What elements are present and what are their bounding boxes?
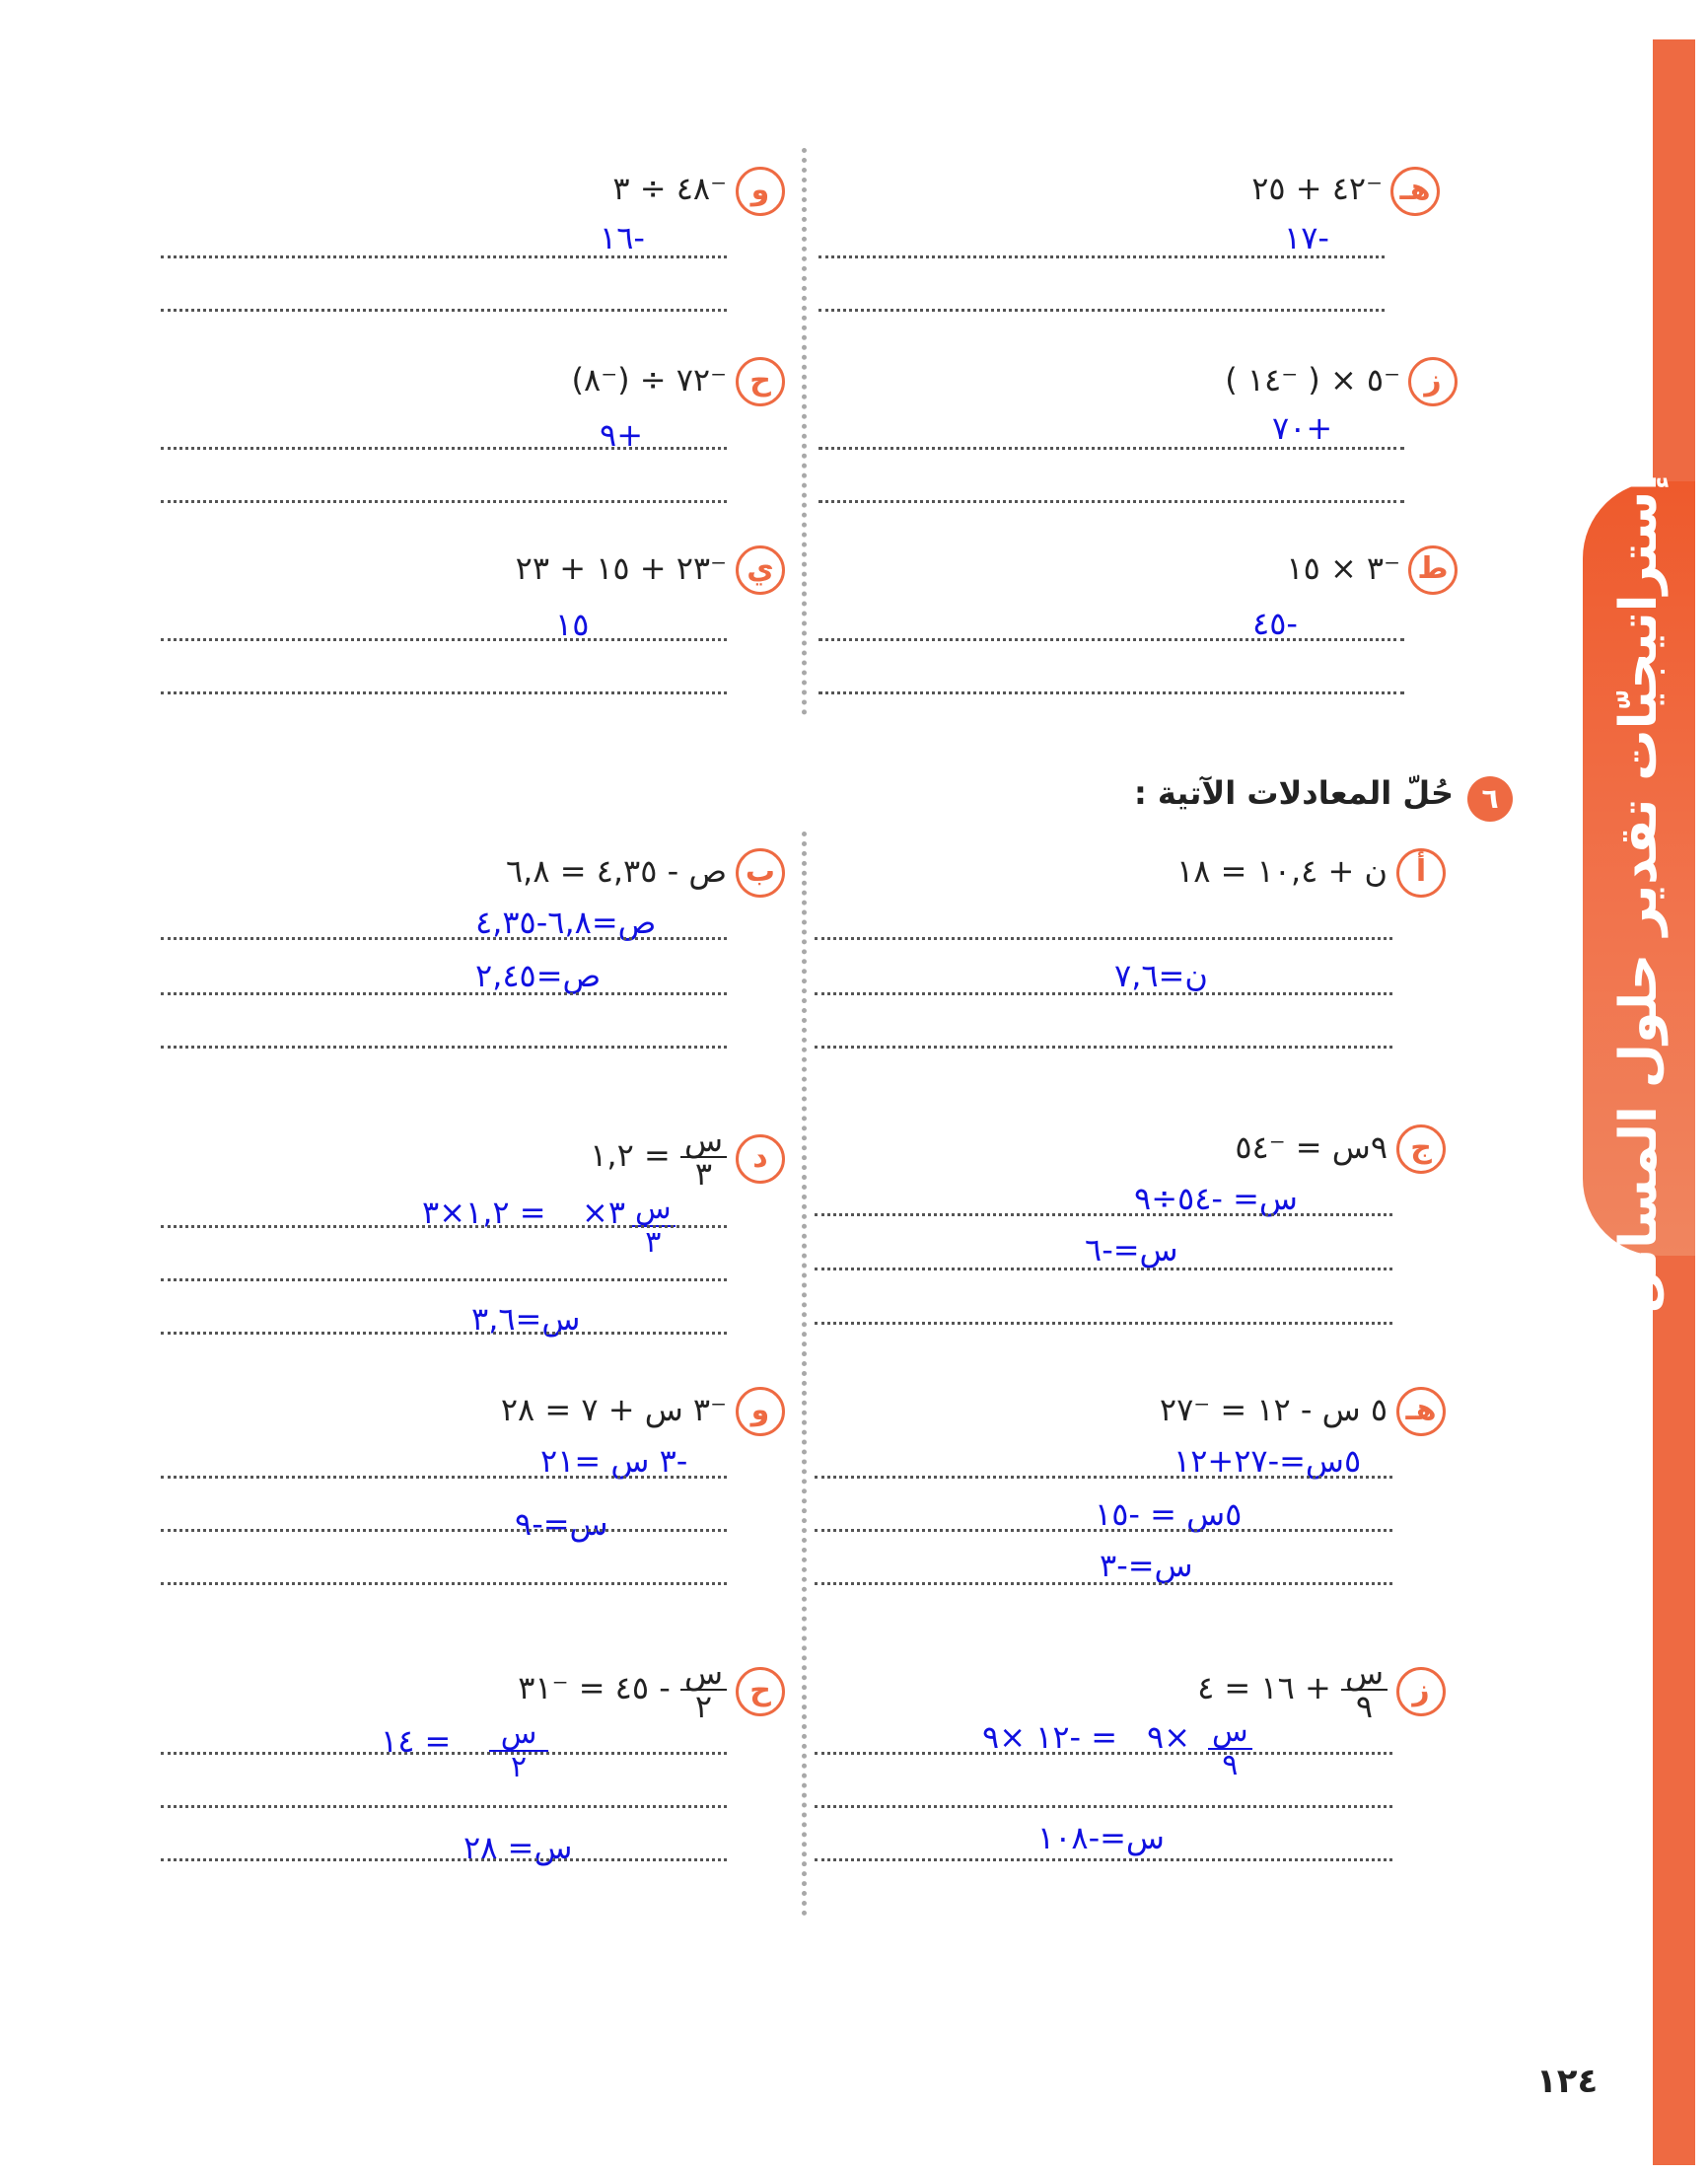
handwritten-step: س=٣,٦ xyxy=(471,1300,581,1338)
answer-line xyxy=(161,1476,727,1479)
handwritten-step: ن=٧,٦ xyxy=(1114,957,1208,994)
fraction-denominator: ٢ xyxy=(694,1688,713,1725)
handwritten-step: س=-٣ xyxy=(1100,1547,1193,1584)
answer-line xyxy=(815,937,1392,940)
answer-line xyxy=(161,1582,727,1585)
fraction xyxy=(680,1122,727,1193)
item-marker-t: ط xyxy=(1408,545,1458,595)
page-number: ١٢٤ xyxy=(1536,2062,1599,2101)
answer-line xyxy=(161,447,727,450)
answer-line xyxy=(161,500,727,503)
equation-expression xyxy=(1197,1654,1388,1725)
handwritten-fraction xyxy=(489,1718,548,1783)
answer-line xyxy=(815,1529,1392,1532)
answer-line xyxy=(161,638,727,641)
handwritten-answer: -٤٥ xyxy=(1252,605,1298,642)
fraction-numerator: س xyxy=(680,1657,727,1691)
hw-fraction-denominator: ٩ xyxy=(1222,1748,1239,1782)
equation-marker-j: ج xyxy=(1396,1124,1446,1174)
answer-line xyxy=(161,937,727,940)
fraction-numerator: س xyxy=(1341,1657,1388,1691)
handwritten-step: س= ٢٨ xyxy=(463,1829,573,1866)
equation-marker-w: و xyxy=(736,1387,785,1436)
item-expression: ⁻٤٨ ÷ ٣ xyxy=(612,170,727,207)
equation-expression: ٩س = ⁻٥٤ xyxy=(1235,1128,1388,1166)
expression-rest: + ١٦ = ٤ xyxy=(1197,1669,1331,1706)
equation-marker-b: ب xyxy=(736,848,785,898)
item-marker-w: و xyxy=(736,167,785,216)
answer-line xyxy=(161,255,727,258)
hw-fraction-denominator: ٣ xyxy=(645,1225,662,1260)
handwritten-answer: +٩ xyxy=(600,416,643,454)
handwritten-step: ٣× xyxy=(582,1194,625,1231)
answer-line xyxy=(818,309,1385,312)
fraction-denominator: ٩ xyxy=(1355,1688,1374,1725)
fraction-denominator: ٣ xyxy=(694,1155,713,1193)
section-number-badge: ٦ xyxy=(1467,776,1513,822)
equation-marker-z2: ز xyxy=(1396,1667,1446,1716)
handwritten-answer: -١٧ xyxy=(1284,219,1329,256)
handwritten-step: س=-١٠٨ xyxy=(1037,1819,1165,1856)
answer-line xyxy=(161,1046,727,1049)
answer-line xyxy=(818,638,1404,641)
answer-line xyxy=(815,1268,1392,1270)
item-marker-y: ي xyxy=(736,545,785,595)
hw-fraction-denominator: ٢ xyxy=(510,1750,528,1784)
handwritten-step: -٣ س =٢١ xyxy=(540,1442,688,1480)
expression-rest: = ١,٢ xyxy=(590,1136,671,1174)
answer-line xyxy=(815,1582,1392,1585)
answer-line xyxy=(815,992,1392,995)
answer-line xyxy=(815,1476,1392,1479)
answer-line xyxy=(815,1322,1392,1325)
equation-expression: ⁻٣ س + ٧ = ٢٨ xyxy=(500,1391,727,1428)
handwritten-step: ×٩ xyxy=(1147,1718,1190,1756)
fraction-numerator: س xyxy=(680,1124,727,1158)
answer-line xyxy=(161,1752,727,1755)
handwritten-answer: ١٥ xyxy=(555,606,590,643)
hw-fraction-numerator: س xyxy=(631,1194,676,1227)
item-expression: ⁻٥ × ( ⁻١٤ ) xyxy=(1225,361,1400,399)
answer-line xyxy=(815,1805,1392,1808)
handwritten-step: = ١٤ xyxy=(381,1722,452,1760)
item-expression: ⁻٤٢ + ٢٥ xyxy=(1251,170,1383,207)
hw-fraction-numerator: س xyxy=(489,1718,548,1752)
handwritten-step: س= -٥٤÷٩ xyxy=(1134,1180,1298,1217)
handwritten-answer: +٧٠ xyxy=(1272,409,1333,447)
column-divider-top xyxy=(802,148,807,715)
answer-line xyxy=(161,1805,727,1808)
handwritten-step: ص=٢,٤٥ xyxy=(475,957,602,994)
handwritten-step: = -١٢ ×٩ xyxy=(982,1718,1118,1756)
handwritten-step: س=-٩ xyxy=(515,1505,608,1543)
section-title: حُلّ المعادلات الآتية : xyxy=(1133,774,1454,812)
side-title: إستراتيجيّات تقدير حلول المسائل xyxy=(1609,473,1669,1314)
handwritten-step: ٥س=-٢٧+١٢ xyxy=(1174,1442,1362,1480)
fraction xyxy=(1341,1654,1388,1725)
item-expression: ⁻٢٣ + ١٥ + ٢٣ xyxy=(515,549,727,587)
answer-line xyxy=(818,691,1404,694)
answer-line xyxy=(161,992,727,995)
item-marker-z: ز xyxy=(1408,357,1458,406)
fraction xyxy=(680,1654,727,1725)
answer-line xyxy=(161,1278,727,1281)
handwritten-step: = ١,٢×٣ xyxy=(422,1194,546,1231)
expression-rest: - ٤٥ = ⁻٣١ xyxy=(518,1669,671,1706)
answer-line xyxy=(818,500,1404,503)
handwritten-fraction xyxy=(1208,1716,1252,1781)
answer-line xyxy=(815,1213,1392,1216)
equation-marker-d: د xyxy=(736,1134,785,1184)
equation-expression xyxy=(518,1654,727,1725)
item-expression: ⁻٧٢ ÷ (⁻٨) xyxy=(571,361,727,399)
equation-marker-a: أ xyxy=(1396,848,1446,898)
handwritten-step: س=-٦ xyxy=(1085,1231,1178,1269)
equation-expression xyxy=(590,1122,727,1193)
answer-line xyxy=(161,1225,727,1228)
handwritten-step: ص=٦,٨-٤,٣٥ xyxy=(475,904,657,941)
answer-line xyxy=(161,1529,727,1532)
equation-expression: ص - ٤,٣٥ = ٦,٨ xyxy=(505,852,727,890)
equation-marker-h2: ح xyxy=(736,1667,785,1716)
answer-line xyxy=(818,447,1404,450)
answer-line xyxy=(161,1858,727,1861)
answer-line xyxy=(161,1332,727,1335)
item-expression: ⁻٣ × ١٥ xyxy=(1286,549,1400,587)
answer-line xyxy=(815,1752,1392,1755)
item-marker-h: هـ xyxy=(1390,167,1440,216)
answer-line xyxy=(161,309,727,312)
answer-line xyxy=(815,1858,1392,1861)
equation-marker-hh: هـ xyxy=(1396,1387,1446,1436)
answer-line xyxy=(818,255,1385,258)
item-marker-ha: ح xyxy=(736,357,785,406)
column-divider-bottom xyxy=(802,832,807,1917)
answer-line xyxy=(815,1046,1392,1049)
equation-expression: ٥ س - ١٢ = ⁻٢٧ xyxy=(1159,1391,1388,1428)
handwritten-answer: -١٦ xyxy=(600,219,645,256)
answer-line xyxy=(161,691,727,694)
equation-expression: ن + ١٠,٤ = ١٨ xyxy=(1176,852,1388,890)
hw-fraction-numerator: س xyxy=(1208,1716,1252,1750)
handwritten-step: ٥س = -١٥ xyxy=(1095,1495,1243,1533)
